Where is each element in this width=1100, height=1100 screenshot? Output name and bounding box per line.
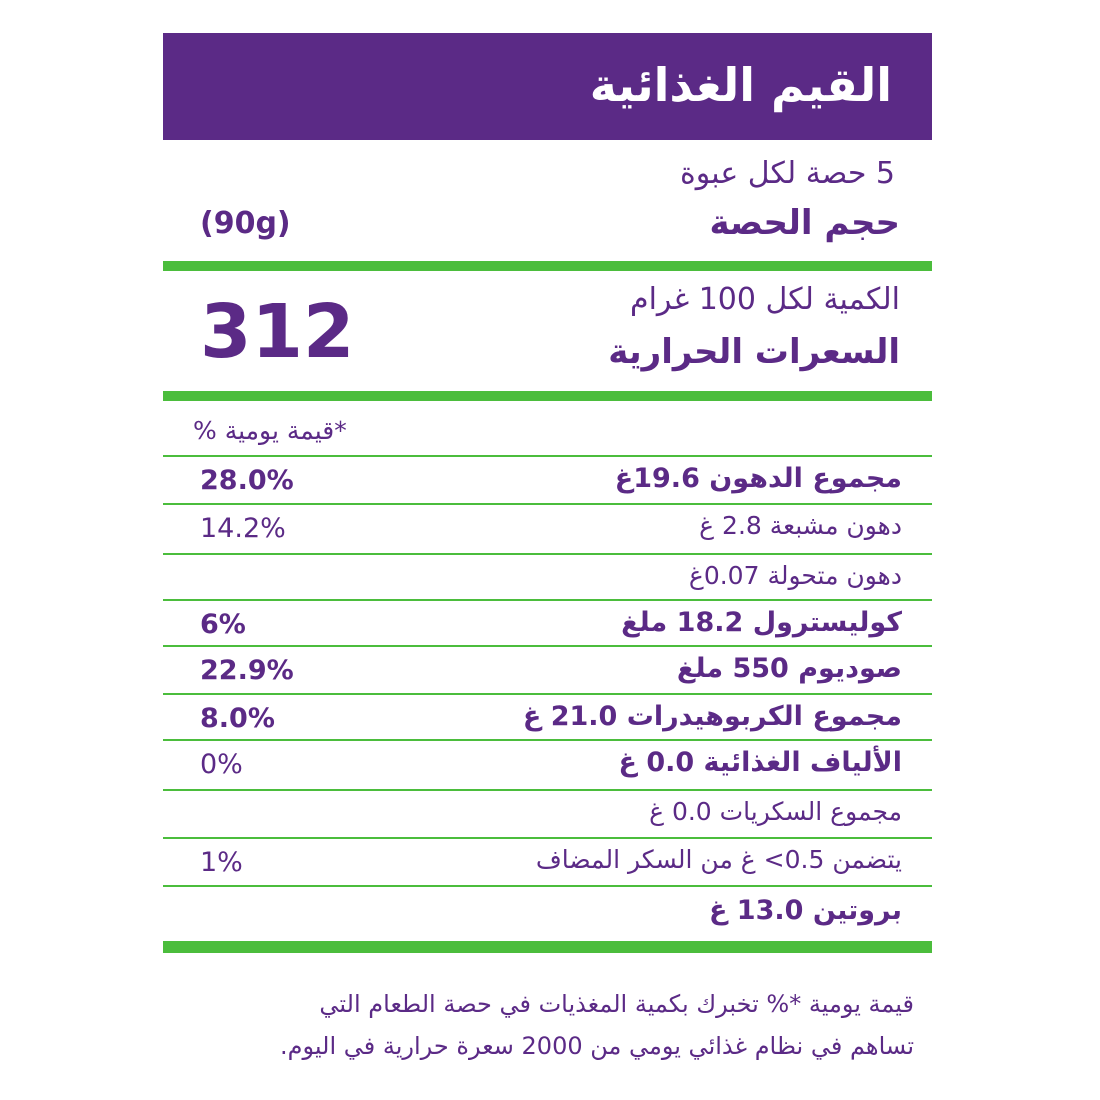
page-title: القيم الغذائية	[589, 58, 892, 112]
nutrient-label: الألياف الغذائية 0.0 غ	[618, 747, 902, 778]
nutrient-row-total-carbs	[163, 695, 932, 741]
daily-value-footnote	[194, 983, 914, 1067]
nutrient-label: صوديوم 550 ملغ	[676, 653, 902, 684]
nutrient-row-trans-fat	[163, 555, 932, 601]
calories-value: 312	[200, 289, 355, 375]
divider-thick	[163, 941, 932, 953]
nutrient-row-total-fat	[163, 457, 932, 503]
nutrient-label: دهون مشبعة 2.8 غ	[699, 511, 902, 540]
nutrient-label: يتضمن 0.5> غ من السكر المضاف	[535, 845, 902, 874]
nutrition-facts-label	[163, 33, 932, 1063]
nutrient-label: بروتين 13.0 غ	[708, 895, 902, 926]
nutrient-percent: 0%	[200, 749, 243, 780]
nutrient-row-protein	[163, 889, 932, 935]
divider-thick	[163, 261, 932, 271]
nutrient-label: دهون متحولة 0.07غ	[688, 561, 902, 590]
nutrient-row-saturated-fat	[163, 505, 932, 551]
nutrient-label: مجموع الكربوهيدرات 21.0 غ	[522, 701, 902, 732]
serving-size-label: حجم الحصة	[709, 203, 900, 243]
nutrient-percent: 14.2%	[200, 513, 286, 544]
servings-per-pack: 5 حصة لكل عبوة	[680, 156, 895, 191]
divider-thick	[163, 391, 932, 401]
nutrient-row-cholesterol	[163, 601, 932, 647]
nutrient-label: كوليسترول 18.2 ملغ	[621, 607, 902, 638]
nutrient-percent: 22.9%	[200, 655, 294, 686]
daily-value-header: *قيمة يومية %	[193, 416, 347, 445]
nutrient-label: مجموع الدهون 19.6غ	[614, 463, 902, 494]
nutrient-percent: 8.0%	[200, 703, 275, 734]
divider-thin	[163, 885, 932, 887]
footnote-line: قيمة يومية *% تخبرك بكمية المغذيات في حصة الطعام التي	[319, 990, 914, 1018]
per-100g-label: الكمية لكل 100 غرام	[630, 282, 900, 317]
nutrient-percent: 28.0%	[200, 465, 294, 496]
nutrient-row-added-sugar	[163, 839, 932, 885]
serving-size-value: (90g)	[200, 206, 291, 241]
header-bar	[163, 33, 932, 140]
nutrient-label: مجموع السكريات 0.0 غ	[649, 797, 902, 826]
nutrient-percent: 1%	[200, 847, 243, 878]
nutrient-row-total-sugars	[163, 791, 932, 837]
footnote-line: تساهم في نظام غذائي يومي من 2000 سعرة حرارية في اليوم.	[280, 1032, 914, 1060]
calories-label: السعرات الحرارية	[608, 332, 900, 372]
nutrient-row-dietary-fiber	[163, 741, 932, 787]
nutrient-row-sodium	[163, 647, 932, 693]
nutrient-percent: 6%	[200, 609, 246, 640]
